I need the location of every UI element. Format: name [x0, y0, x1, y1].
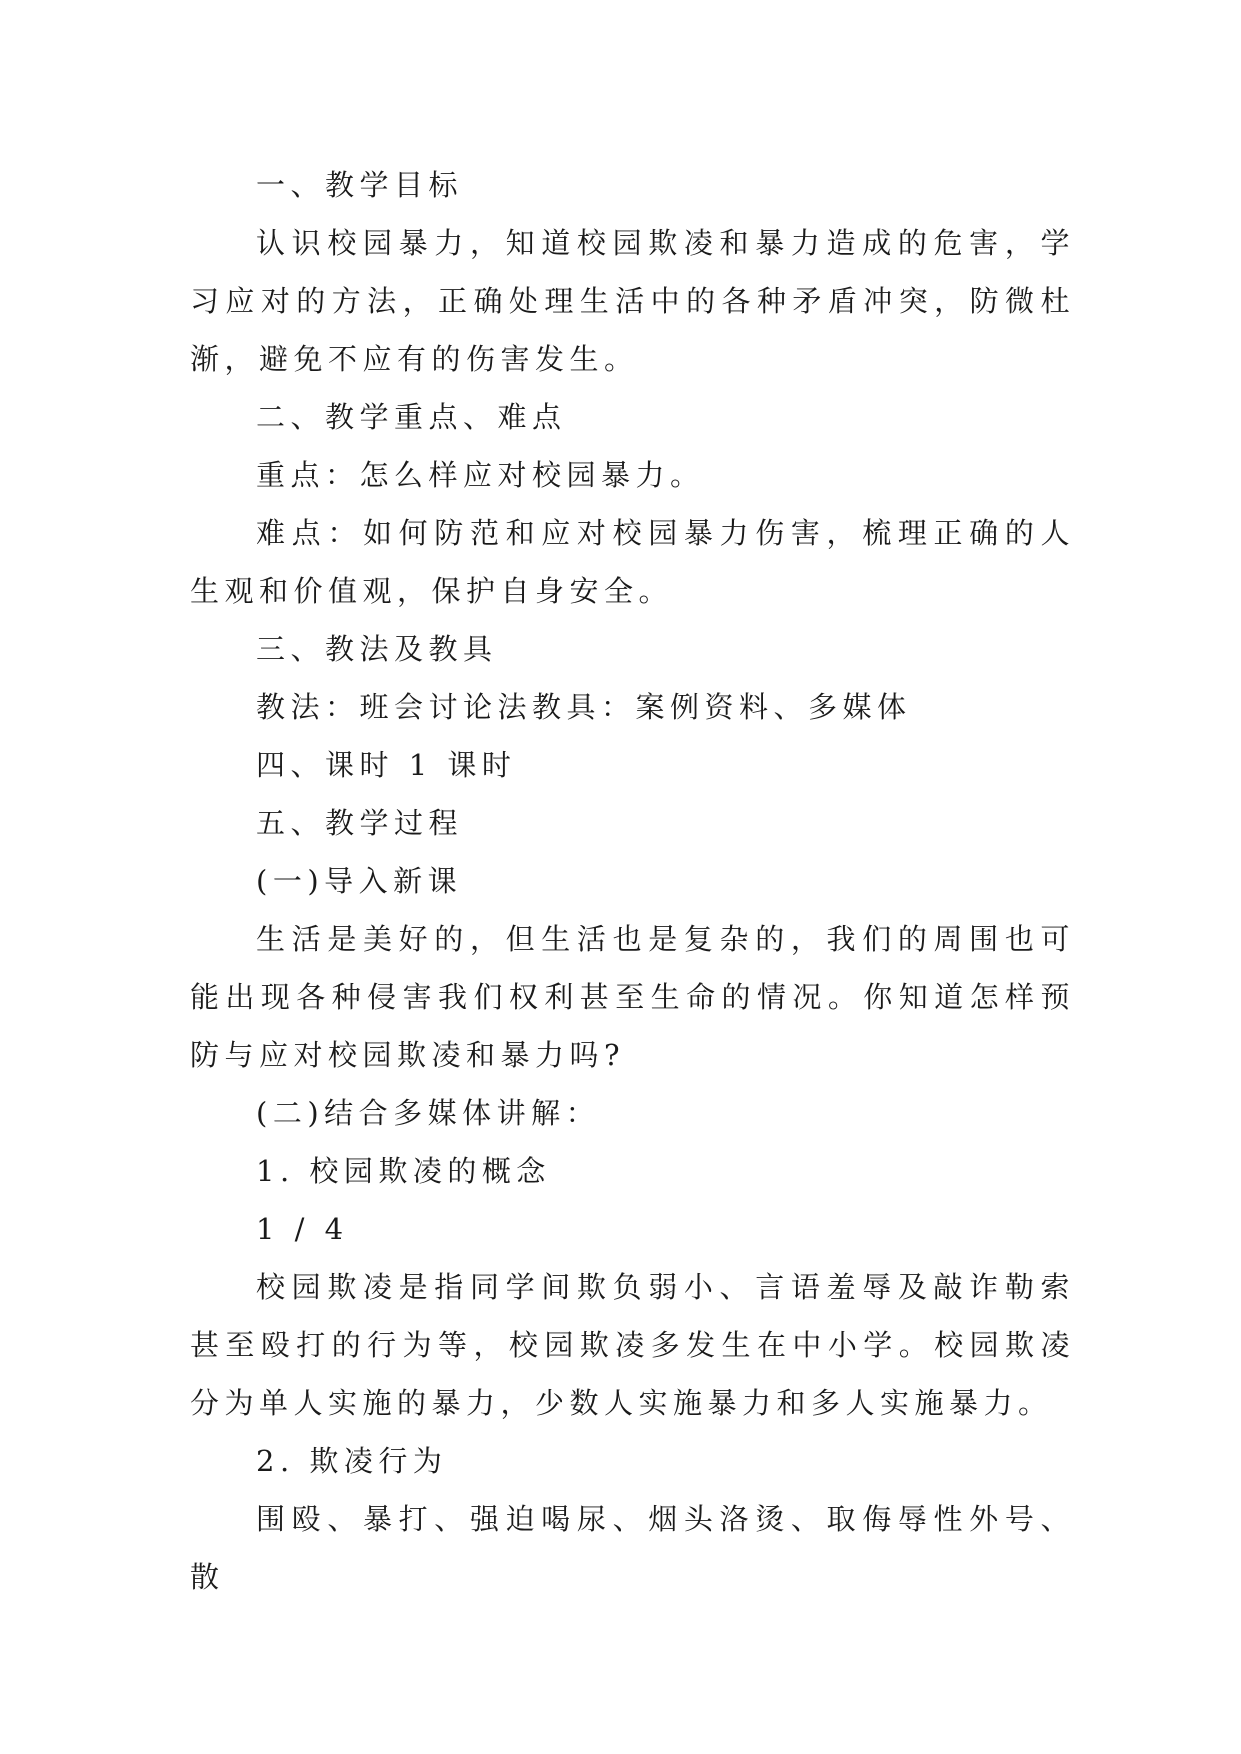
heading-process: 五、教学过程: [256, 806, 464, 840]
paragraph-goals: 认识校园暴力，知道校园欺凌和暴力造成的危害，学习应对的方法，正确处理生活中的各种矛盾冲突，防微杜渐，避免不应有的伤害发生。: [190, 226, 1075, 376]
heading-methods: 三、教法及教具: [256, 632, 498, 666]
document-body: [190, 156, 1075, 1606]
page-number: 1 / 4: [256, 1212, 349, 1246]
paragraph-intro: 生活是美好的，但生活也是复杂的，我们的周围也可能出现各种侵害我们权利甚至生命的情况。你知道怎样预防与应对校园欺凌和暴力吗?: [190, 922, 1075, 1072]
subheading-multimedia: (二)结合多媒体讲解：: [256, 1096, 601, 1130]
subheading-intro: (一)导入新课: [256, 864, 463, 898]
paragraph-bullying-behavior: 围殴、暴打、强迫喝尿、烟头洛烫、取侮辱性外号、散: [190, 1502, 1075, 1594]
heading-key-points: 二、教学重点、难点: [256, 400, 567, 434]
heading-class-hours: 四、课时 1 课时: [256, 748, 517, 782]
item-bullying-concept: 1. 校园欺凌的概念: [256, 1154, 551, 1188]
paragraph-difficulty: 难点：如何防范和应对校园暴力伤害，梳理正确的人生观和价值观，保护自身安全。: [190, 516, 1075, 608]
item-bullying-behavior: 2. 欺凌行为: [256, 1444, 448, 1478]
heading-teaching-goals: 一、教学目标: [256, 168, 464, 202]
paragraph-bullying-definition: 校园欺凌是指同学间欺负弱小、言语羞辱及敲诈勒索甚至殴打的行为等，校园欺凌多发生在中小学。校园欺凌分为单人实施的暴力，少数人实施暴力和多人实施暴力。: [190, 1270, 1075, 1420]
paragraph-key-point: 重点：怎么样应对校园暴力。: [256, 458, 705, 492]
paragraph-methods: 教法：班会讨论法教具：案例资料、多媒体: [256, 690, 912, 724]
